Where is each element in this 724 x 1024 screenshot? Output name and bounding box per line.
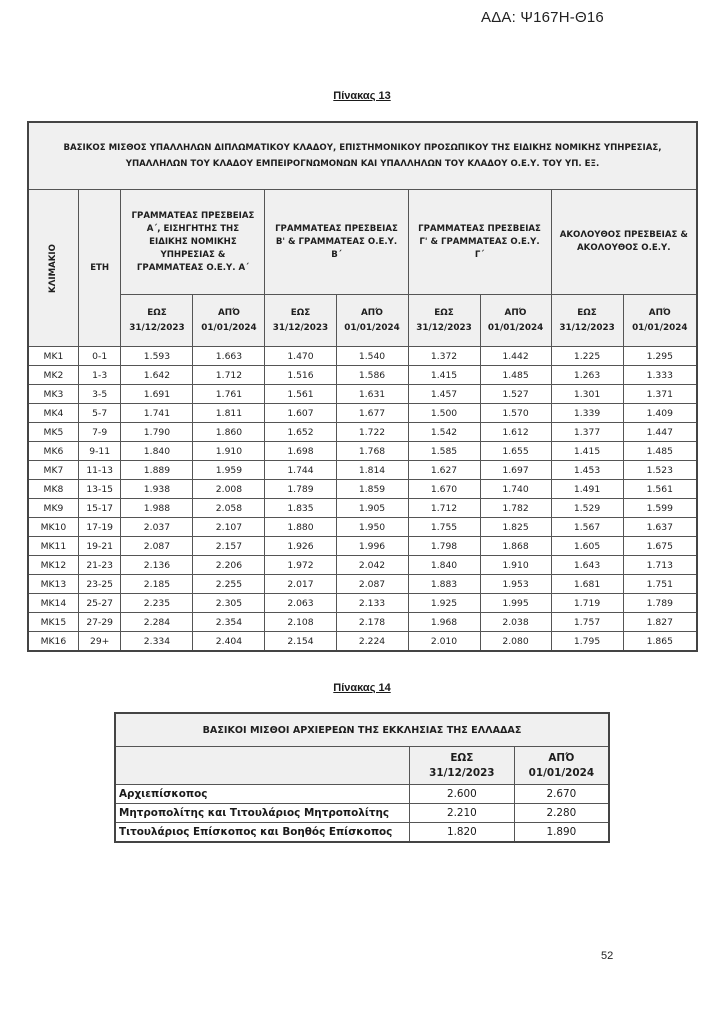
cell-salary: 1.652: [265, 423, 336, 442]
cell-eti: 17-19: [78, 518, 121, 537]
cell-salary: 2.305: [193, 594, 265, 613]
cell-salary: 2.185: [121, 575, 193, 594]
cell-salary: 1.570: [480, 404, 551, 423]
cell-salary: 1.523: [623, 461, 697, 480]
cell-salary: 1.612: [480, 423, 551, 442]
sub-header-eos: ΕΩΣ 31/12/2023: [121, 295, 193, 347]
table-row: [28, 632, 697, 652]
table-row: [28, 404, 697, 423]
column-header-eti: ΕΤΗ: [78, 190, 121, 347]
cell-salary: 2.087: [336, 575, 408, 594]
cell-klimakio: ΜΚ9: [28, 499, 78, 518]
cell-eti: 0-1: [78, 347, 121, 366]
cell-klimakio: ΜΚ15: [28, 613, 78, 632]
cell-salary: 1.529: [551, 499, 623, 518]
cell-salary: 1.225: [551, 347, 623, 366]
cell-salary: 1.761: [193, 385, 265, 404]
cell-salary: 1.371: [623, 385, 697, 404]
cell-salary: 1.938: [121, 480, 193, 499]
cell-eti: 21-23: [78, 556, 121, 575]
table-row: [28, 461, 697, 480]
cell-salary: 2.178: [336, 613, 408, 632]
cell-salary: 2.404: [193, 632, 265, 652]
column-header-apo: ΑΠΌ 01/01/2024: [514, 747, 609, 785]
table-row: [115, 785, 609, 804]
cell-salary: 1.675: [623, 537, 697, 556]
cell-salary: 1.755: [408, 518, 480, 537]
sub-header-eos: ΕΩΣ 31/12/2023: [265, 295, 336, 347]
cell-eti: 1-3: [78, 366, 121, 385]
cell-salary: 1.768: [336, 442, 408, 461]
cell-salary: 2.017: [265, 575, 336, 594]
cell-salary: 1.491: [551, 480, 623, 499]
cell-salary: 2.136: [121, 556, 193, 575]
table-13-caption: Πίνακας 13: [333, 90, 391, 102]
cell-salary: 1.868: [480, 537, 551, 556]
cell-salary: 1.333: [623, 366, 697, 385]
cell-salary: 1.789: [623, 594, 697, 613]
sub-header-apo: ΑΠΌ 01/01/2024: [336, 295, 408, 347]
cell-salary: 1.698: [265, 442, 336, 461]
cell-salary: 2.210: [409, 804, 514, 823]
cell-eti: 19-21: [78, 537, 121, 556]
cell-salary: 1.485: [480, 366, 551, 385]
cell-salary: 1.655: [480, 442, 551, 461]
cell-salary: 2.107: [193, 518, 265, 537]
cell-salary: 1.719: [551, 594, 623, 613]
table-13: [27, 121, 698, 652]
cell-klimakio: ΜΚ13: [28, 575, 78, 594]
cell-salary: 2.670: [514, 785, 609, 804]
cell-salary: 1.485: [623, 442, 697, 461]
cell-salary: 1.972: [265, 556, 336, 575]
cell-salary: 1.712: [193, 366, 265, 385]
cell-salary: 1.827: [623, 613, 697, 632]
cell-salary: 2.038: [480, 613, 551, 632]
cell-salary: 1.744: [265, 461, 336, 480]
cell-salary: 2.133: [336, 594, 408, 613]
table-row: [28, 518, 697, 537]
cell-salary: 2.600: [409, 785, 514, 804]
cell-salary: 2.284: [121, 613, 193, 632]
table-13-title: ΒΑΣΙΚΟΣ ΜΙΣΘΟΣ ΥΠΑΛΛΗΛΩΝ ΔΙΠΛΩΜΑΤΙΚΟΥ ΚΛΑΔΟΥ, ΕΠΙΣΤΗΜΟΝΙΚΟΥ ΠΡΟΣΩΠΙΚΟΥ ΤΗΣ ΕΙΔΙΚΗΣ ΝΟΜΙΚΗΣ ΥΠΗΡΕΣΙΑΣ, ΥΠΑΛΛΗΛΩΝ ΤΟΥ ΚΛΑΔΟΥ ΕΜΠΕΙΡΟΓΝΩΜΟΝΩΝ ΚΑΙ ΥΠΑΛΛΗΛΩΝ ΤΟΥ ΚΛΑΔΟΥ Ο.Ε.Υ. ΤΟΥ ΥΠ. ΕΞ.: [28, 122, 697, 190]
cell-salary: 1.453: [551, 461, 623, 480]
cell-salary: 1.925: [408, 594, 480, 613]
cell-salary: 1.814: [336, 461, 408, 480]
cell-salary: 1.295: [623, 347, 697, 366]
cell-title: Μητροπολίτης και Τιτουλάριος Μητροπολίτης: [115, 804, 409, 823]
cell-salary: 2.154: [265, 632, 336, 652]
sub-header-eos: ΕΩΣ 31/12/2023: [408, 295, 480, 347]
sub-header-eos: ΕΩΣ 31/12/2023: [551, 295, 623, 347]
cell-salary: 1.263: [551, 366, 623, 385]
cell-title: Αρχιεπίσκοπος: [115, 785, 409, 804]
cell-salary: 1.968: [408, 613, 480, 632]
cell-salary: 1.865: [623, 632, 697, 652]
cell-salary: 1.409: [623, 404, 697, 423]
cell-salary: 1.713: [623, 556, 697, 575]
cell-salary: 1.415: [408, 366, 480, 385]
cell-salary: 1.811: [193, 404, 265, 423]
cell-klimakio: ΜΚ1: [28, 347, 78, 366]
cell-salary: 1.470: [265, 347, 336, 366]
cell-klimakio: ΜΚ7: [28, 461, 78, 480]
table-row: [28, 366, 697, 385]
cell-salary: 1.910: [480, 556, 551, 575]
cell-salary: 1.722: [336, 423, 408, 442]
cell-salary: 1.740: [480, 480, 551, 499]
column-header-eos: ΕΩΣ 31/12/2023: [409, 747, 514, 785]
table-14-caption: Πίνακας 14: [333, 682, 391, 694]
cell-salary: 1.447: [623, 423, 697, 442]
table-row: [28, 499, 697, 518]
table-14: [114, 712, 610, 843]
cell-salary: 1.820: [409, 823, 514, 843]
cell-salary: 1.516: [265, 366, 336, 385]
cell-salary: 2.354: [193, 613, 265, 632]
cell-klimakio: ΜΚ8: [28, 480, 78, 499]
cell-salary: 1.527: [480, 385, 551, 404]
cell-salary: 1.995: [480, 594, 551, 613]
cell-salary: 1.798: [408, 537, 480, 556]
cell-salary: 2.235: [121, 594, 193, 613]
cell-salary: 1.663: [193, 347, 265, 366]
cell-klimakio: ΜΚ5: [28, 423, 78, 442]
cell-salary: 2.280: [514, 804, 609, 823]
table-row: [28, 556, 697, 575]
cell-salary: 1.442: [480, 347, 551, 366]
cell-salary: 1.681: [551, 575, 623, 594]
sub-header-apo: ΑΠΌ 01/01/2024: [193, 295, 265, 347]
cell-eti: 5-7: [78, 404, 121, 423]
cell-salary: 2.255: [193, 575, 265, 594]
sub-header-apo: ΑΠΌ 01/01/2024: [623, 295, 697, 347]
cell-klimakio: ΜΚ4: [28, 404, 78, 423]
cell-klimakio: ΜΚ2: [28, 366, 78, 385]
ada-code: ΑΔΑ: Ψ167Η-Θ16: [481, 9, 604, 26]
cell-salary: 1.926: [265, 537, 336, 556]
table-row: [115, 804, 609, 823]
cell-salary: 1.585: [408, 442, 480, 461]
cell-salary: 1.996: [336, 537, 408, 556]
table-row: [28, 423, 697, 442]
table-row: [28, 347, 697, 366]
cell-salary: 1.593: [121, 347, 193, 366]
cell-salary: 1.691: [121, 385, 193, 404]
table-row: [115, 823, 609, 843]
cell-title: Τιτουλάριος Επίσκοπος και Βοηθός Επίσκοπος: [115, 823, 409, 843]
group-header-grammateas-a: ΓΡΑΜΜΑΤΕΑΣ ΠΡΕΣΒΕΙΑΣ Α΄, ΕΙΣΗΓΗΤΗΣ ΤΗΣ ΕΙΔΙΚΗΣ ΝΟΜΙΚΗΣ ΥΠΗΡΕΣΙΑΣ & ΓΡΑΜΜΑΤΕΑΣ Ο.Ε.Υ. Α΄: [121, 190, 265, 295]
cell-salary: 1.950: [336, 518, 408, 537]
column-header-blank: [115, 747, 409, 785]
cell-eti: 3-5: [78, 385, 121, 404]
cell-salary: 1.631: [336, 385, 408, 404]
cell-salary: 1.542: [408, 423, 480, 442]
cell-salary: 1.643: [551, 556, 623, 575]
cell-salary: 1.567: [551, 518, 623, 537]
cell-salary: 2.058: [193, 499, 265, 518]
cell-salary: 1.890: [514, 823, 609, 843]
cell-salary: 1.953: [480, 575, 551, 594]
cell-salary: 1.859: [336, 480, 408, 499]
cell-salary: 1.795: [551, 632, 623, 652]
cell-salary: 1.561: [623, 480, 697, 499]
cell-salary: 1.880: [265, 518, 336, 537]
group-header-grammateas-g: ΓΡΑΜΜΑΤΕΑΣ ΠΡΕΣΒΕΙΑΣ Γ' & ΓΡΑΜΜΑΤΕΑΣ Ο.Ε.Υ. Γ΄: [408, 190, 551, 295]
group-header-akolouthos: ΑΚΟΛΟΥΘΟΣ ΠΡΕΣΒΕΙΑΣ & ΑΚΟΛΟΥΘΟΣ Ο.Ε.Υ.: [551, 190, 697, 295]
cell-salary: 1.697: [480, 461, 551, 480]
cell-salary: 1.840: [121, 442, 193, 461]
cell-eti: 9-11: [78, 442, 121, 461]
cell-salary: 1.889: [121, 461, 193, 480]
cell-salary: 1.825: [480, 518, 551, 537]
cell-salary: 1.860: [193, 423, 265, 442]
table-14-title: ΒΑΣΙΚΟΙ ΜΙΣΘΟΙ ΑΡΧΙΕΡΕΩΝ ΤΗΣ ΕΚΚΛΗΣΙΑΣ ΤΗΣ ΕΛΛΑΔΑΣ: [115, 713, 609, 747]
cell-klimakio: ΜΚ16: [28, 632, 78, 652]
cell-salary: 1.540: [336, 347, 408, 366]
cell-salary: 1.339: [551, 404, 623, 423]
table-row: [28, 385, 697, 404]
cell-salary: 2.008: [193, 480, 265, 499]
cell-eti: 13-15: [78, 480, 121, 499]
cell-klimakio: ΜΚ12: [28, 556, 78, 575]
cell-salary: 1.790: [121, 423, 193, 442]
table-row: [28, 480, 697, 499]
table-row: [28, 613, 697, 632]
cell-salary: 2.334: [121, 632, 193, 652]
cell-eti: 11-13: [78, 461, 121, 480]
cell-eti: 15-17: [78, 499, 121, 518]
table-row: [28, 594, 697, 613]
table-row: [28, 537, 697, 556]
cell-klimakio: ΜΚ14: [28, 594, 78, 613]
cell-salary: 2.010: [408, 632, 480, 652]
cell-salary: 2.080: [480, 632, 551, 652]
cell-salary: 2.224: [336, 632, 408, 652]
cell-salary: 1.607: [265, 404, 336, 423]
cell-salary: 1.840: [408, 556, 480, 575]
cell-salary: 1.627: [408, 461, 480, 480]
cell-klimakio: ΜΚ6: [28, 442, 78, 461]
cell-eti: 27-29: [78, 613, 121, 632]
cell-salary: 2.037: [121, 518, 193, 537]
cell-klimakio: ΜΚ11: [28, 537, 78, 556]
cell-salary: 1.301: [551, 385, 623, 404]
cell-salary: 1.959: [193, 461, 265, 480]
cell-salary: 2.108: [265, 613, 336, 632]
cell-salary: 1.751: [623, 575, 697, 594]
cell-salary: 1.599: [623, 499, 697, 518]
cell-salary: 1.883: [408, 575, 480, 594]
cell-salary: 1.677: [336, 404, 408, 423]
cell-salary: 1.782: [480, 499, 551, 518]
cell-salary: 1.372: [408, 347, 480, 366]
cell-salary: 1.586: [336, 366, 408, 385]
sub-header-apo: ΑΠΌ 01/01/2024: [480, 295, 551, 347]
cell-salary: 1.605: [551, 537, 623, 556]
group-header-grammateas-b: ΓΡΑΜΜΑΤΕΑΣ ΠΡΕΣΒΕΙΑΣ Β' & ΓΡΑΜΜΑΤΕΑΣ Ο.Ε.Υ. Β΄: [265, 190, 408, 295]
cell-salary: 1.910: [193, 442, 265, 461]
cell-eti: 23-25: [78, 575, 121, 594]
cell-salary: 1.642: [121, 366, 193, 385]
cell-salary: 1.415: [551, 442, 623, 461]
cell-salary: 1.670: [408, 480, 480, 499]
cell-salary: 1.377: [551, 423, 623, 442]
column-header-klimakio: ΚΛΙΜΑΚΙΟ: [28, 190, 78, 347]
table-row: [28, 575, 697, 594]
cell-salary: 1.712: [408, 499, 480, 518]
cell-klimakio: ΜΚ3: [28, 385, 78, 404]
cell-salary: 1.500: [408, 404, 480, 423]
cell-salary: 1.741: [121, 404, 193, 423]
cell-eti: 7-9: [78, 423, 121, 442]
cell-salary: 1.561: [265, 385, 336, 404]
cell-salary: 1.988: [121, 499, 193, 518]
cell-salary: 1.457: [408, 385, 480, 404]
page-number: 52: [601, 950, 614, 962]
cell-eti: 25-27: [78, 594, 121, 613]
cell-salary: 1.905: [336, 499, 408, 518]
cell-eti: 29+: [78, 632, 121, 652]
cell-salary: 2.206: [193, 556, 265, 575]
cell-salary: 1.789: [265, 480, 336, 499]
table-row: [28, 442, 697, 461]
cell-salary: 2.087: [121, 537, 193, 556]
cell-salary: 1.835: [265, 499, 336, 518]
cell-salary: 2.157: [193, 537, 265, 556]
cell-salary: 1.757: [551, 613, 623, 632]
cell-klimakio: ΜΚ10: [28, 518, 78, 537]
cell-salary: 2.042: [336, 556, 408, 575]
cell-salary: 1.637: [623, 518, 697, 537]
cell-salary: 2.063: [265, 594, 336, 613]
